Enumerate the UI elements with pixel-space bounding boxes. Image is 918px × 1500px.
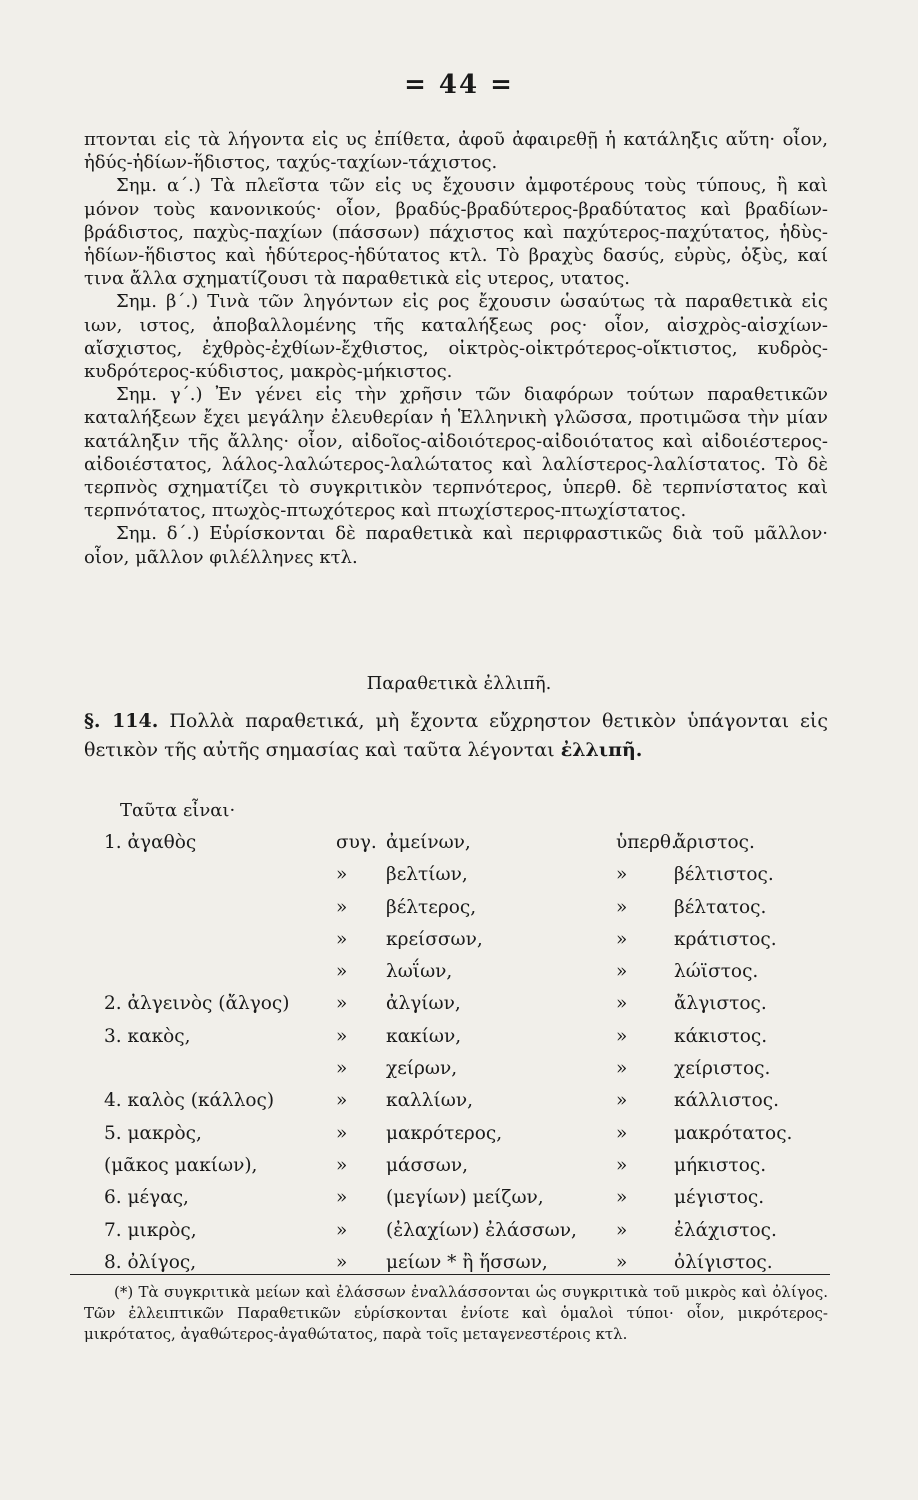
positive-form: 3. κακὸς, [104, 1025, 191, 1047]
comparative-marker: » [336, 864, 348, 886]
comparative-form: λωΐων, [386, 961, 453, 983]
table-row [104, 1220, 804, 1252]
table-row [104, 1123, 804, 1155]
comparative-form: (μεγίων) μείζων, [386, 1187, 544, 1209]
comparative-marker: συγ. [336, 832, 377, 853]
positive-form: 6. μέγας, [104, 1187, 189, 1209]
comparative-marker: » [336, 961, 348, 983]
note-gamma: Σημ. γ΄.) Ἐν γένει εἰς τὴν χρῆσιν τῶν διαφόρων τούτων παραθετικῶν καταλήξεων ἔχει μεγάλην ἐλευθερίαν ἡ Ἑλληνικὴ γλῶσσα, προτιμῶσα τὴν μίαν κατάληξιν τῆς ἄλλης· οἷον, αἰδοῖος-αἰδοιότερος-αἰδοιότατος καὶ αἰδοιέστερος-αἰδοιέστατος, λάλος-λαλώτερος-λαλώτατος καὶ λαλίστερος-λαλίστατος. Τὸ δὲ τερπνὸς σχηματίζει τὸ συγκριτικὸν τερπνότερος, ὑπερθ. δὲ τερπνίστατος καὶ τερπνότατος, πτωχὸς-πτωχότερος καὶ πτωχίστερος-πτωχίστατος. [84, 384, 828, 522]
section-term: ἐλλιπῆ. [560, 739, 643, 761]
positive-form: 8. ὀλίγος, [104, 1251, 197, 1273]
comparative-form: βέλτερος, [386, 896, 477, 918]
superlative-marker: » [616, 1187, 628, 1209]
superlative-form: κάλλιστος. [674, 1090, 780, 1112]
table-row [104, 897, 804, 929]
superlative-form: μακρότατος. [674, 1122, 793, 1144]
superlative-form: μήκιστος. [674, 1154, 767, 1176]
comparative-form: κακίων, [386, 1025, 462, 1047]
superlative-marker: » [616, 928, 628, 950]
comparative-marker: » [336, 993, 348, 1015]
comparative-marker: » [336, 1090, 348, 1112]
comparative-marker: » [336, 1187, 348, 1209]
superlative-marker: » [616, 896, 628, 918]
section-body: Πολλὰ παραθετικά, μὴ ἔχοντα εὔχρηστον θετικὸν ὑπάγονται εἰς θετικὸν τῆς αὐτῆς σημασίας καὶ ταῦτα λέγονται [84, 710, 828, 761]
positive-form: 4. καλὸς (κάλλος) [104, 1090, 275, 1112]
superlative-marker: » [616, 1122, 628, 1144]
superlative-marker: » [616, 864, 628, 886]
positive-form: (μᾶκος μακίων), [104, 1154, 258, 1176]
footnote [84, 1282, 828, 1345]
comparative-marker: » [336, 1154, 348, 1176]
superlative-marker: » [616, 1154, 628, 1176]
superlative-marker: » [616, 1219, 628, 1241]
table-row [104, 929, 804, 961]
comparative-form: καλλίων, [386, 1090, 473, 1112]
superlative-marker: » [616, 961, 628, 983]
positive-form: 5. μακρὸς, [104, 1122, 202, 1144]
table-row [104, 1058, 804, 1090]
table-row [104, 1155, 804, 1187]
comparative-marker: » [336, 1251, 348, 1273]
superlative-form: ἄλγιστος. [674, 993, 767, 1015]
comparison-table [104, 832, 804, 1284]
comparative-form: ἀλγίων, [386, 993, 461, 1015]
superlative-form: ἐλάχιστος. [674, 1219, 777, 1241]
comparative-form: μάσσων, [386, 1154, 468, 1176]
table-row [104, 1090, 804, 1122]
comparative-form: (ἐλαχίων) ἐλάσσων, [386, 1219, 577, 1241]
note-alpha: Σημ. α΄.) Τὰ πλεῖστα τῶν εἰς υς ἔχουσιν ἀμφοτέρους τοὺς τύπους, ἢ καὶ μόνον τοὺς κανονικούς· οἷον, βραδύς-βραδύτερος-βραδύτατος καὶ βραδίων-βράδιστος, παχὺς-παχίων (πάσσων) πάχιστος καὶ παχύτερος-παχύτατος, ἡδὺς-ἡδίων-ἥδιστος καὶ ἡδύτερος-ἡδύτατος κτλ. Τὸ βραχὺς δασύς, εὐρὺς, ὀξὺς, καί τινα ἄλλα σχηματίζουσι τὰ παραθετικὰ εἰς υτερος, υτατος. [84, 175, 828, 290]
section-symbol: §. 114. [84, 710, 159, 732]
superlative-form: λώϊστος. [674, 961, 759, 983]
positive-form: 2. ἀλγεινὸς (ἄλγος) [104, 993, 290, 1015]
footnote-text: (*) Τὰ συγκριτικὰ μείων καὶ ἐλάσσων ἐναλλάσσονται ὡς συγκριτικὰ τοῦ μικρὸς καὶ ὀλίγος. Τῶν ἐλλειπτικῶν Παραθετικῶν εὑρίσκονται ἐνίοτε καὶ ὁμαλοὶ τύποι· οἷον, μικρότερος-μικρότατος, ἀγαθώτερος-ἀγαθώτατος, παρὰ τοῖς μεταγενεστέροις κτλ. [84, 1283, 828, 1343]
superlative-form: ἄριστος. [674, 832, 755, 853]
comparative-form: ἀμείνων, [386, 832, 471, 853]
note-delta: Σημ. δ΄.) Εὑρίσκονται δὲ παραθετικὰ καὶ περιφραστικῶς διὰ τοῦ μᾶλλον· οἷον, μᾶλλον φιλέλληνες κτλ. [84, 523, 828, 568]
comparative-marker: » [336, 1025, 348, 1047]
table-row [104, 1026, 804, 1058]
superlative-marker: » [616, 1058, 628, 1080]
table-row [104, 864, 804, 896]
superlative-marker: ὑπερθ. [616, 832, 677, 853]
comparative-marker: » [336, 1122, 348, 1144]
superlative-marker: » [616, 1090, 628, 1112]
table-row [104, 1252, 804, 1284]
comparative-marker: » [336, 928, 348, 950]
superlative-form: κράτιστος. [674, 928, 777, 950]
table-row [104, 993, 804, 1025]
comparative-marker: » [336, 896, 348, 918]
superlative-form: ὀλίγιστος. [674, 1251, 773, 1273]
comparative-marker: » [336, 1219, 348, 1241]
list-intro: Ταῦτα εἶναι· [120, 800, 236, 821]
table-row [104, 832, 804, 864]
footnote-divider [70, 1274, 830, 1275]
comparative-form: κρείσσων, [386, 928, 483, 950]
page-number: = 44 = [404, 70, 514, 100]
note-beta: Σημ. β΄.) Τινὰ τῶν ληγόντων εἰς ρος ἔχουσιν ὡσαύτως τὰ παραθετικὰ εἰς ιων, ιστος, ἀποβαλλομένης τῆς καταλήξεως ρος· οἷον, αἰσχρὸς-αἰσχίων-αἴσχιστος, ἐχθρὸς-ἐχθίων-ἔχθιστος, οἰκτρὸς-οἰκτρότερος-οἴκτιστος, κυδρὸς-κυδρότερος-κύδιστος, μακρὸς-μήκιστος. [84, 291, 828, 383]
section-paragraph [84, 707, 828, 765]
comparative-form: μακρότερος, [386, 1122, 503, 1144]
superlative-form: χείριστος. [674, 1058, 771, 1080]
comparative-form: βελτίων, [386, 864, 468, 886]
body-text [84, 128, 828, 569]
positive-form: 1. ἀγαθὸς [104, 832, 197, 853]
superlative-marker: » [616, 1251, 628, 1273]
superlative-form: μέγιστος. [674, 1187, 765, 1209]
superlative-form: κάκιστος. [674, 1025, 768, 1047]
table-row [104, 1187, 804, 1219]
superlative-marker: » [616, 1025, 628, 1047]
superlative-form: βέλτατος. [674, 896, 767, 918]
table-row [104, 961, 804, 993]
section-heading: Παραθετικὰ ἐλλιπῆ. [366, 673, 552, 694]
superlative-marker: » [616, 993, 628, 1015]
positive-form: 7. μικρὸς, [104, 1219, 197, 1241]
superlative-form: βέλτιστος. [674, 864, 774, 886]
comparative-form: μείων * ἢ ἥσσων, [386, 1251, 548, 1273]
paragraph-continuation: πτονται εἰς τὰ λήγοντα εἰς υς ἐπίθετα, ἀφοῦ ἀφαιρεθῇ ἡ κατάληξις αὕτη· οἷον, ἡδύς-ἡδίων-ἥδιστος, ταχύς-ταχίων-τάχιστος. [84, 129, 828, 174]
comparative-marker: » [336, 1058, 348, 1080]
comparative-form: χείρων, [386, 1058, 458, 1080]
